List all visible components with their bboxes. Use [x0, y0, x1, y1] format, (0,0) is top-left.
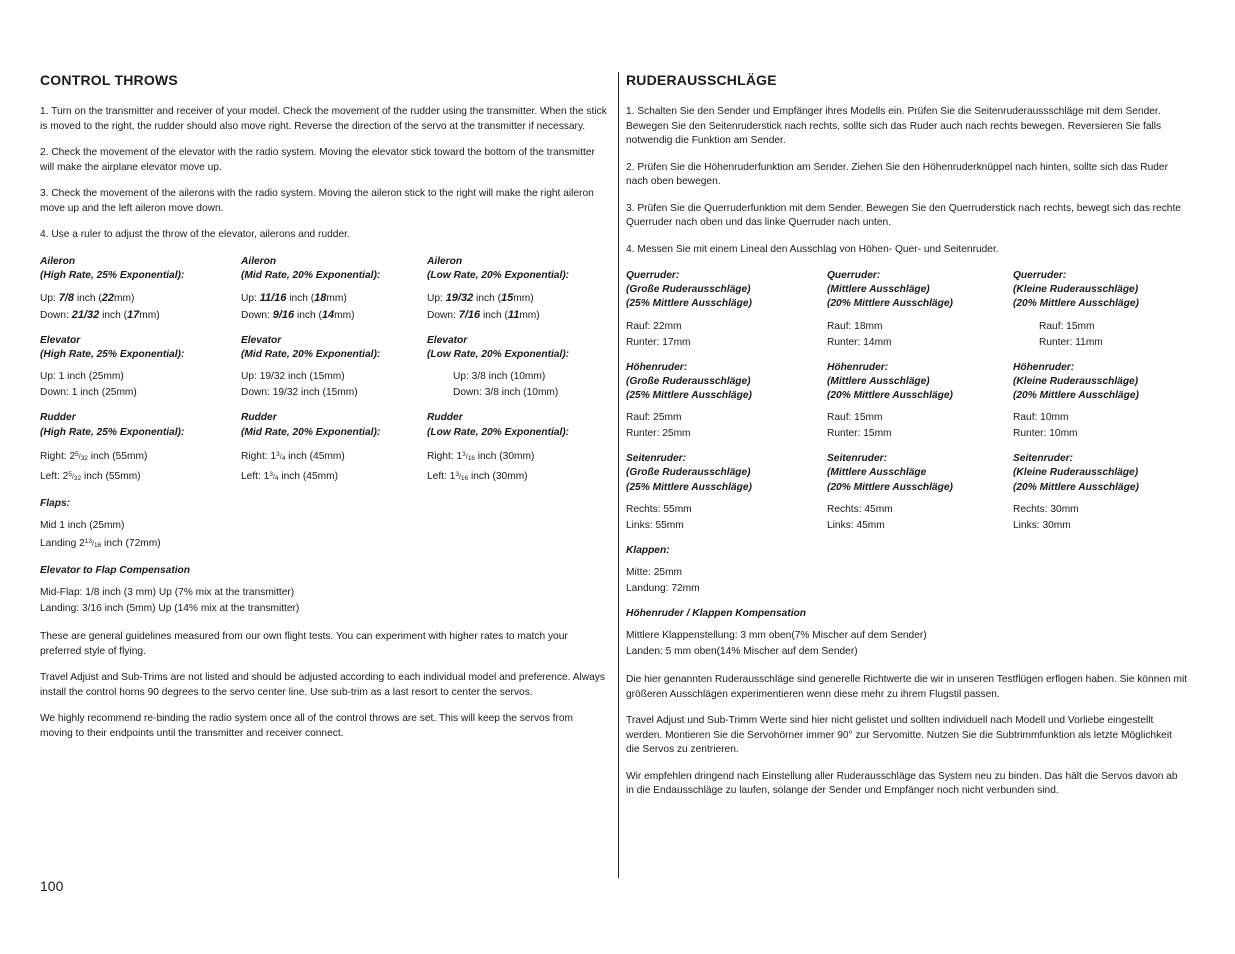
- german-column: [626, 72, 1188, 811]
- block-heading: Elevator (Low Rate, 20% Exponential):: [427, 334, 570, 361]
- section-title: RUDERAUSSCHLÄGE: [626, 72, 777, 88]
- block-heading: Höhenruder: (Mittlere Ausschläge) (20% Mittlere Ausschläge): [827, 361, 953, 402]
- block-heading: Aileron (High Rate, 25% Exponential):: [40, 255, 185, 281]
- step-2: 2. Check the movement of the elevator with the radio system. Moving the elevator stick toward the bottom of the transmitter will make the airplane elevator move up.: [40, 147, 595, 173]
- block-heading: Klappen:: [626, 544, 670, 556]
- value-line: Landing: 3/16 inch (5mm) Up (14% mix at the transmitter): [40, 603, 300, 615]
- value-line: Runter: 10mm: [1013, 428, 1078, 440]
- note-travel-adjust: Travel Adjust and Sub-Trims are not listed and should be adjusted according to each individual model and preference. Always install the control horns 90 degrees to the servo center line. Use sub-trim as a last resort to center the servos.: [40, 672, 605, 698]
- value-line: Down: 3/8 inch (10mm): [453, 387, 559, 399]
- hoehenruder-gross: [626, 361, 827, 443]
- value-line: Up: 19/32 inch (15mm): [241, 371, 345, 383]
- section-title: CONTROL THROWS: [40, 72, 178, 88]
- block-heading: Elevator to Flap Compensation: [40, 564, 191, 576]
- value-line: Links: 55mm: [626, 519, 684, 531]
- klappen-block: [626, 544, 1188, 597]
- elevator-throws: [40, 334, 608, 411]
- elevator-mid-rate: [241, 334, 427, 401]
- seitenruder-mittel: [827, 452, 1013, 534]
- value-line: Runter: 17mm: [626, 336, 691, 348]
- value-line: Left: $2^5/_{32}$ inch (55mm): [40, 470, 141, 482]
- value-line: Rauf: 22mm: [626, 320, 682, 332]
- querruder-klein: [1013, 269, 1188, 351]
- block-heading: Querruder: (Große Ruderausschläge) (25% Mittlere Ausschläge): [626, 270, 752, 310]
- value-line: Mid 1 inch (25mm): [40, 519, 125, 531]
- value-line: Rauf: 18mm: [827, 320, 883, 332]
- page-number: 100: [40, 878, 64, 894]
- block-heading: Höhenruder: (Große Ruderausschläge) (25% Mittlere Ausschläge): [626, 361, 752, 402]
- rudder-throws: [40, 411, 608, 496]
- value-line: Links: 30mm: [1013, 519, 1071, 531]
- value-line: Runter: 11mm: [1039, 336, 1103, 348]
- step-4: 4. Messen Sie mit einem Lineal den Ausschlag von Höhen- Quer- und Seitenruder.: [626, 243, 999, 255]
- block-heading: Elevator (Mid Rate, 20% Exponential):: [241, 334, 381, 361]
- value-line: Right: $2^5/_{32}$ inch (55mm): [40, 450, 148, 462]
- value-line: Landung: 72mm: [626, 583, 700, 595]
- note-rebinding: Wir empfehlen dringend nach Einstellung aller Ruderausschläge das System neu zu binden. Das hält die Servos davon ab in die Endausschläge zu laufen, solange der Sender und Empfänger noch nicht verbunden sind.: [626, 770, 1178, 797]
- elevator-low-rate: [427, 334, 608, 401]
- column-divider: [618, 72, 619, 878]
- value-line: Landing $2^{13}/_{16}$ inch (72mm): [40, 537, 161, 549]
- querruder-gross: [626, 269, 827, 351]
- step-1: 1. Schalten Sie den Sender und Empfänger ihres Modells ein. Prüfen Sie die Seitenruderaussschläge mit dem Sender. Bewegen Sie den Seitenruderstick nach rechts, sollte sich das Ruder auch nach rechts bewegen. Reversieren Sie falls notwendig die Funktion am Sender.: [626, 106, 1162, 146]
- block-heading: Aileron (Low Rate, 20% Exponential):: [427, 255, 570, 281]
- value-line: Left: $1^3/_{16}$ inch (30mm): [427, 470, 528, 482]
- note-guidelines: These are general guidelines measured from our own flight tests. You can experiment with higher rates to match your preferred style of flying.: [40, 631, 568, 657]
- elevator-high-rate: [40, 334, 241, 401]
- step-4: 4. Use a ruler to adjust the throw of the elevator, ailerons and rudder.: [40, 229, 350, 240]
- value-line: Left: $1^3/_4$ inch (45mm): [241, 470, 338, 482]
- value-line: Rechts: 55mm: [626, 503, 692, 515]
- rudder-low-rate: [427, 411, 608, 486]
- block-heading: Rudder (Mid Rate, 20% Exponential):: [241, 412, 381, 438]
- block-heading: Höhenruder / Klappen Kompensation: [626, 608, 806, 620]
- value-line: Rauf: 15mm: [827, 412, 883, 424]
- value-line: Up: 3/8 inch (10mm): [453, 371, 546, 383]
- value-line: Links: 45mm: [827, 519, 885, 531]
- seitenruder-klein: [1013, 452, 1188, 534]
- block-heading: Aileron (Mid Rate, 20% Exponential):: [241, 255, 381, 281]
- value-line: Runter: 14mm: [827, 336, 892, 348]
- rudder-high-rate: [40, 411, 241, 486]
- step-3: 3. Prüfen Sie die Querruderfunktion mit dem Sender. Bewegen Sie den Querruderstick nach rechts, bewegt sich das rechte Querruder nach oben und das linke Querruder nach unten.: [626, 202, 1181, 228]
- block-heading: Seitenruder: (Große Ruderausschläge) (25% Mittlere Ausschläge): [626, 453, 752, 493]
- value-line: Mittlere Klappenstellung: 3 mm oben(7% Mischer auf dem Sender): [626, 630, 927, 642]
- aileron-mid-rate: [241, 255, 427, 324]
- value-line: Up: 19/32 inch (15mm): [427, 291, 534, 304]
- block-heading: Elevator (High Rate, 25% Exponential):: [40, 334, 185, 361]
- step-3: 3. Check the movement of the ailerons with the radio system. Moving the aileron stick to the right will make the right aileron move up and the left aileron move down.: [40, 188, 594, 214]
- block-heading: Rudder (Low Rate, 20% Exponential):: [427, 412, 570, 438]
- note-guidelines: Die hier genannten Ruderausschläge sind generelle Richtwerte die wir in unseren Testflügen erflogen haben. Sie können mit größeren Ausschlägen experimentieren wenn diese mehr zu ihrem Flugstil passen.: [626, 674, 1188, 700]
- value-line: Landen: 5 mm oben(14% Mischer auf dem Sender): [626, 646, 858, 658]
- step-1: 1. Turn on the transmitter and receiver of your model. Check the movement of the rudder using the transmitter. When the stick is moved to the right, the rudder should also move right. Reverse the direction of the servo at the transmitter if necessary.: [40, 106, 607, 132]
- aileron-high-rate: [40, 255, 241, 324]
- block-heading: Seitenruder: (Kleine Ruderausschläge) (20% Mittlere Ausschläge): [1013, 453, 1139, 493]
- value-line: Rechts: 45mm: [827, 503, 893, 515]
- value-line: Runter: 25mm: [626, 428, 691, 440]
- block-heading: Flaps:: [40, 497, 71, 509]
- seitenruder-throws: [626, 452, 1188, 544]
- value-line: Down: 9/16 inch (14mm): [241, 308, 355, 321]
- querruder-throws: [626, 269, 1188, 361]
- hoehenruder-throws: [626, 361, 1188, 453]
- klappen-kompensation-block: [626, 607, 1188, 660]
- value-line: Runter: 15mm: [827, 428, 892, 440]
- value-line: Up: 7/8 inch (22mm): [40, 291, 135, 304]
- value-line: Mid-Flap: 1/8 inch (3 mm) Up (7% mix at the transmitter): [40, 587, 295, 599]
- value-line: Down: 21/32 inch (17mm): [40, 308, 160, 321]
- value-line: Rauf: 10mm: [1013, 412, 1069, 424]
- block-heading: Seitenruder: (Mittlere Ausschläge (20% Mittlere Ausschläge): [827, 453, 953, 493]
- english-column: [40, 72, 608, 753]
- block-heading: Höhenruder: (Kleine Ruderausschläge) (20% Mittlere Ausschläge): [1013, 361, 1139, 402]
- value-line: Rauf: 15mm: [1039, 320, 1095, 332]
- aileron-low-rate: [427, 255, 608, 324]
- block-heading: Rudder (High Rate, 25% Exponential):: [40, 412, 185, 438]
- value-line: Right: $1^3/_4$ inch (45mm): [241, 450, 345, 462]
- value-line: Up: 1 inch (25mm): [40, 371, 124, 383]
- seitenruder-gross: [626, 452, 827, 534]
- value-line: Mitte: 25mm: [626, 567, 683, 579]
- value-line: Down: 1 inch (25mm): [40, 387, 137, 399]
- rudder-mid-rate: [241, 411, 427, 486]
- flap-compensation-block: [40, 564, 608, 617]
- value-line: Rechts: 30mm: [1013, 503, 1079, 515]
- hoehenruder-mittel: [827, 361, 1013, 443]
- hoehenruder-klein: [1013, 361, 1188, 443]
- block-heading: Querruder: (Mittlere Ausschläge) (20% Mittlere Ausschläge): [827, 270, 953, 310]
- step-2: 2. Prüfen Sie die Höhenruderfunktion am Sender. Ziehen Sie den Höhenruderknüppel nach hinten, sollte sich das Ruder nach oben bewegen.: [626, 161, 1168, 187]
- value-line: Down: 7/16 inch (11mm): [427, 308, 540, 321]
- note-rebinding: We highly recommend re-binding the radio system once all of the control throws are set. This will keep the servos from moving to their endpoints until the transmitter and receiver connect.: [40, 713, 574, 739]
- note-travel-adjust: Travel Adjust und Sub-Trimm Werte sind hier nicht gelistet und sollten individuell nach Modell und Vorliebe eingestellt werden. Montieren Sie die Servohörner immer 90° zur Servomitte. Nutzen Sie die Subtrimmfunktion als letzte Möglichkeit die Servos zu zentrieren.: [626, 715, 1172, 756]
- aileron-throws: [40, 255, 608, 334]
- querruder-mittel: [827, 269, 1013, 351]
- flaps-block: [40, 497, 608, 554]
- block-heading: Querruder: (Kleine Ruderausschläge) (20% Mittlere Ausschläge): [1013, 270, 1139, 310]
- value-line: Rauf: 25mm: [626, 412, 682, 424]
- value-line: Down: 19/32 inch (15mm): [241, 387, 358, 399]
- value-line: Right: $1^3/_{16}$ inch (30mm): [427, 450, 535, 462]
- value-line: Up: 11/16 inch (18mm): [241, 291, 347, 304]
